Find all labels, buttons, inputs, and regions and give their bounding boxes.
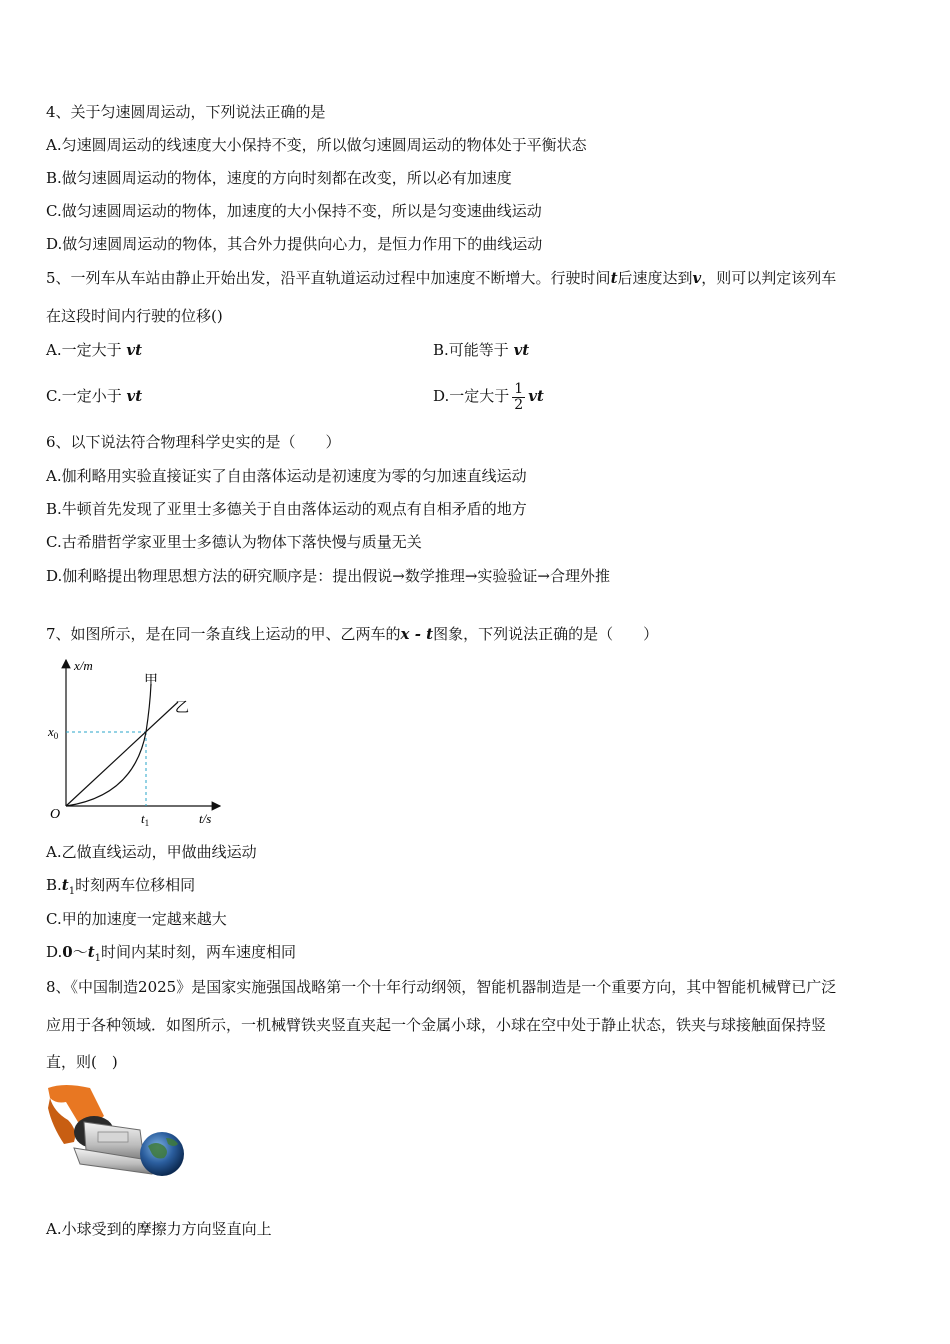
q8-stem-line1: 8、《中国制造2025》是国家实施强国战略第一个十年行动纲领，智能机器制造是一个重要方向，其中智能机械臂已广泛 — [46, 978, 837, 996]
q4-option-a: A.匀速圆周运动的线速度大小保持不变，所以做匀速圆周运动的物体处于平衡状态 — [46, 136, 587, 154]
label-yi: 乙 — [175, 701, 189, 716]
x0-label: $x_0$ — [48, 724, 59, 741]
q8-stem-line2: 应用于各种领域．如图所示，一机械臂铁夹竖直夹起一个金属小球，小球在空中处于静止状态，铁夹与球接触面保持竖 — [46, 1016, 827, 1034]
q5-option-c: C.一定小于 vt — [46, 387, 143, 405]
q4-option-c: C.做匀速圆周运动的物体，加速度的大小保持不变，所以是匀变速曲线运动 — [46, 202, 542, 220]
q6-option-d: D.伽利略提出物理思想方法的研究顺序是：提出假说→数学推理→实验验证→合理外推 — [46, 567, 610, 585]
q5-option-b: B.可能等于 vt — [433, 341, 530, 359]
t1-label: $t_1$ — [141, 811, 150, 828]
q5-stem-line1: 5、一列车从车站由静止开始出发，沿平直轨道运动过程中加速度不断增大。行驶时间t后速度达到v，则可以判定该列车 — [46, 269, 837, 287]
q4-option-b: B.做匀速圆周运动的物体，速度的方向时刻都在改变，所以必有加速度 — [46, 169, 512, 187]
q5-option-d: D.一定大于 $\frac{1}{2}$ vt — [433, 380, 544, 413]
q6-option-a: A.伽利略用实验直接证实了自由落体运动是初速度为零的匀加速直线运动 — [46, 467, 527, 485]
robot-arm-image — [44, 1082, 194, 1192]
q6-stem: 6、以下说法符合物理科学史实的是（ ） — [46, 433, 341, 451]
label-jia: 甲 — [144, 674, 158, 689]
q7-stem: 7、如图所示，是在同一条直线上运动的甲、乙两车的x - t图象，下列说法正确的是（ ） — [46, 625, 659, 643]
line-yi — [66, 702, 178, 806]
q7-option-d: $D.0\sim t_1$时间内某时刻，两车速度相同 — [46, 943, 297, 964]
curve-jia — [66, 684, 151, 806]
q6-option-c: C.古希腊哲学家亚里士多德认为物体下落快慢与质量无关 — [46, 533, 422, 551]
xt-graph — [44, 656, 224, 836]
q5-stem-line2: 在这段时间内行驶的位移() — [46, 307, 223, 325]
q7-option-b: $B.t_1$时刻两车位移相同 — [46, 876, 196, 897]
q4-option-d: D.做匀速圆周运动的物体，其合外力提供向心力，是恒力作用下的曲线运动 — [46, 235, 543, 253]
origin-label: O — [50, 807, 61, 822]
q8-stem-line3: 直，则( ) — [46, 1053, 118, 1071]
q5-option-a: A.一定大于 vt — [46, 341, 143, 359]
q8-option-a: A.小球受到的摩擦力方向竖直向上 — [46, 1220, 272, 1238]
q4-stem: 4、关于匀速圆周运动，下列说法正确的是 — [46, 103, 326, 121]
y-axis-label: x/m — [74, 658, 93, 673]
q7-option-c: C.甲的加速度一定越来越大 — [46, 910, 227, 928]
clamp-slot — [98, 1132, 128, 1142]
q6-option-b: B.牛顿首先发现了亚里士多德关于自由落体运动的观点有自相矛盾的地方 — [46, 500, 527, 518]
q7-option-a: A.乙做直线运动，甲做曲线运动 — [46, 843, 257, 861]
fraction-one-half: $\frac{1}{2}$ — [514, 380, 524, 413]
x-axis-label: t/s — [199, 811, 212, 826]
